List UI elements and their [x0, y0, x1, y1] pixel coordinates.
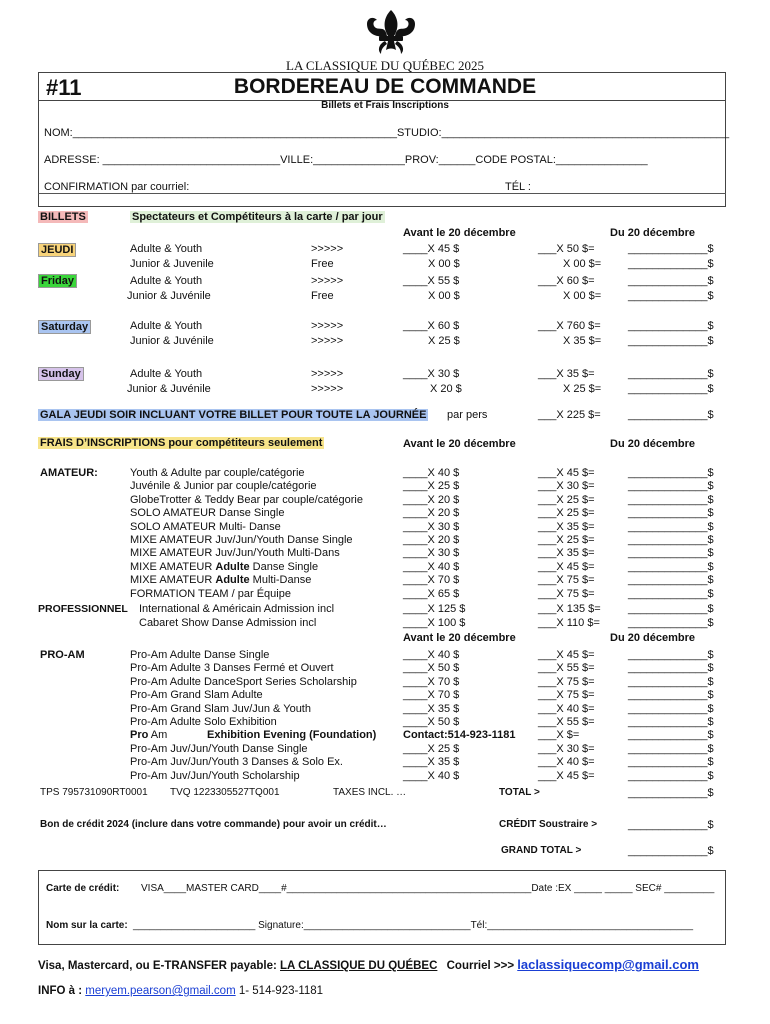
row-label [130, 561, 318, 573]
total-field[interactable]: _____________$ [628, 787, 714, 799]
qty-before[interactable]: ____X 40 $ [403, 769, 460, 782]
billets-heading: Spectateurs et Compétiteurs à la carte / par jour [132, 211, 383, 223]
qty-before[interactable]: X 00 $ [428, 258, 460, 270]
table-row [0, 756, 770, 770]
row-total[interactable]: _____________$ [628, 320, 714, 332]
gala-row [0, 409, 770, 423]
qty-after[interactable]: ___X 25 $= [538, 534, 595, 546]
qty-before[interactable]: ____X 70 $ [403, 574, 460, 587]
table-row [0, 320, 770, 334]
row-label: Junior & Juvénile [127, 290, 211, 302]
row-mid: >>>>> [311, 243, 344, 255]
row-total[interactable]: _____________$ [628, 675, 714, 688]
row-label: Junior & Juvenile [130, 258, 214, 270]
row-mid: >>>>> [311, 320, 344, 332]
page-title: BORDEREAU DE COMMANDE [233, 75, 537, 98]
gala-per: par pers [447, 409, 488, 421]
total-label: TOTAL > [499, 787, 540, 798]
row-mid: >>>>> [311, 383, 344, 395]
qty-before[interactable]: ____X 65 $ [403, 587, 460, 600]
payee-name: LA CLASSIQUE DU QUÉBEC [280, 960, 438, 972]
table-row [0, 521, 770, 535]
col-before: Avant le 20 décembre [403, 438, 516, 450]
qty-before[interactable]: X 25 $ [428, 335, 460, 347]
row-label: Junior & Juvénile [127, 383, 211, 395]
event-name: LA CLASSIQUE DU QUÉBEC 2025 [286, 58, 484, 73]
qty-before[interactable]: X 00 $ [428, 290, 460, 302]
table-row [0, 588, 770, 602]
label-part: Danse Single [249, 560, 319, 573]
table-row [0, 617, 770, 631]
col-before-2: Avant le 20 décembre [403, 632, 516, 644]
table-row [0, 603, 770, 617]
qty-after[interactable]: ___X 35 $= [538, 520, 595, 533]
row-mid: >>>>> [311, 368, 344, 380]
label-part: Am [148, 729, 208, 742]
day-saturday: Saturday [38, 320, 91, 334]
pay-text: Visa, Mastercard, ou E-TRANSFER payable: [38, 960, 277, 972]
col-before: Avant le 20 décembre [403, 227, 516, 239]
card-label: Carte de crédit: [46, 883, 120, 894]
qty-after[interactable]: ___X 40 $= [538, 702, 595, 715]
info-email-link[interactable]: meryem.pearson@gmail.com [85, 985, 236, 997]
divider [38, 193, 726, 194]
row-total[interactable]: _____________$ [628, 520, 714, 533]
taxes-note: TAXES INCL. … [333, 787, 407, 798]
info-phone: 1- 514-923-1181 [238, 985, 324, 997]
qty-after[interactable]: X 00 $= [563, 258, 602, 270]
table-row [0, 561, 770, 575]
row-label: Pro-Am Grand Slam Adulte [130, 689, 263, 702]
col-after-2: Du 20 décembre [610, 632, 695, 644]
qty-before[interactable]: ____X 45 $ [403, 243, 460, 255]
table-row [0, 290, 770, 304]
label-part: MIXE AMATEUR [130, 560, 216, 573]
fleur-de-lis-logo [363, 8, 419, 56]
qty-before[interactable]: ____X 100 $ [403, 617, 466, 629]
row-total[interactable]: _____________$ [628, 383, 714, 395]
qty-after[interactable]: ___X 30 $= [538, 742, 595, 755]
row-label: Youth & Adulte par couple/catégorie [130, 467, 305, 479]
row-total[interactable]: _____________$ [628, 547, 714, 560]
row-total[interactable]: _____________$ [628, 617, 714, 629]
row-label: MIXE AMATEUR Juv/Jun/Youth Danse Single [130, 534, 353, 546]
table-row [0, 547, 770, 561]
qty-after[interactable]: ___X 135 $= [538, 603, 601, 615]
row-total[interactable]: _____________$ [628, 587, 714, 600]
row-total[interactable]: _____________$ [628, 702, 714, 715]
row-total[interactable]: _____________$ [628, 467, 714, 479]
qty-after[interactable]: ___X 30 $= [538, 480, 595, 493]
qty-before[interactable]: ____X 25 $ [403, 742, 460, 755]
row-total[interactable]: _____________$ [628, 689, 714, 702]
gala-label: GALA JEUDI SOIR INCLUANT VOTRE BILLET POUR TOUTE LA JOURNÉE [40, 409, 427, 421]
table-row [0, 480, 770, 494]
label-part: MIXE AMATEUR [130, 574, 216, 587]
qty-after[interactable]: X 00 $= [563, 290, 602, 302]
row-mid: >>>>> [311, 335, 344, 347]
table-row [0, 676, 770, 690]
grand-total-label: GRAND TOTAL > [501, 845, 582, 856]
row-label: Adulte & Youth [130, 275, 203, 287]
qty-after[interactable]: ___X 55 $= [538, 662, 595, 675]
row-total[interactable]: _____________$ [628, 480, 714, 493]
row-label: International & Américain Admission incl [139, 603, 335, 615]
qty-before[interactable]: ____X 20 $ [403, 493, 460, 506]
qty-after[interactable]: ___X 45 $= [538, 467, 595, 479]
qty-after[interactable]: ___X 45 $= [538, 769, 595, 782]
table-row [0, 716, 770, 730]
table-row [0, 335, 770, 349]
row-label [130, 574, 311, 586]
day-friday: Friday [38, 274, 77, 288]
label-bold: Adulte [215, 574, 250, 587]
qty-after[interactable]: ___X 75 $= [538, 574, 595, 587]
qty-before[interactable]: ____X 70 $ [403, 675, 460, 688]
proam-label: PRO-AM [40, 649, 85, 661]
qty-after[interactable]: ___X 45 $= [538, 560, 595, 573]
card-name-field[interactable]: ______________________ Signature:______________________________Tél:_____________________________________ [133, 920, 694, 931]
row-label: GlobeTrotter & Teddy Bear par couple/catégorie [130, 493, 363, 506]
qty-before[interactable]: ____X 30 $ [403, 520, 460, 533]
table-row [0, 383, 770, 397]
row-label: Adulte & Youth [130, 320, 203, 332]
row-total[interactable]: _____________$ [628, 243, 714, 255]
qty-before[interactable]: ____X 20 $ [403, 534, 460, 546]
row-total[interactable]: _____________$ [628, 662, 714, 675]
row-label: SOLO AMATEUR Danse Single [130, 507, 285, 520]
qty-after[interactable]: ___X 35 $= [538, 547, 595, 560]
col-after: Du 20 décembre [610, 438, 695, 450]
qty-after[interactable]: ___X 25 $= [538, 493, 595, 506]
qty-after[interactable]: ___X $= [538, 729, 580, 742]
qty-before[interactable]: ____X 40 $ [403, 467, 460, 479]
form-number: #11 [46, 75, 82, 100]
qty-after[interactable]: ___X 75 $= [538, 689, 595, 702]
col-after: Du 20 décembre [610, 227, 695, 239]
row-total[interactable]: _____________$ [628, 409, 714, 421]
grand-total-field[interactable]: _____________$ [628, 845, 714, 857]
row-label: SOLO AMATEUR Multi- Danse [130, 520, 281, 533]
label-part: Multi-Danse [249, 574, 312, 587]
row-label: Pro-Am Juv/Jun/Youth Scholarship [130, 769, 300, 782]
credit-field[interactable]: _____________$ [628, 819, 714, 831]
row-total[interactable]: _____________$ [628, 507, 714, 520]
qty-after[interactable]: ___X 75 $= [538, 675, 595, 688]
day-jeudi: JEUDI [38, 243, 76, 257]
qty-before[interactable]: X 20 $ [430, 383, 462, 395]
qty-before[interactable]: ____X 25 $ [403, 480, 460, 493]
row-label: Pro-Am Adulte 3 Danses Fermé et Ouvert [130, 662, 334, 675]
table-row [0, 649, 770, 663]
table-row [0, 703, 770, 717]
qty-before[interactable]: ____X 30 $ [403, 547, 460, 560]
table-row [0, 689, 770, 703]
amateur-label: AMATEUR: [40, 467, 98, 479]
row-total[interactable]: _____________$ [628, 756, 714, 769]
row-label: Pro-Am Grand Slam Juv/Jun & Youth [130, 702, 311, 715]
row-total[interactable]: _____________$ [628, 335, 714, 347]
row-total[interactable]: _____________$ [628, 742, 714, 755]
qty-after[interactable]: ___X 75 $= [538, 587, 595, 600]
qty-after[interactable]: X 25 $= [563, 383, 602, 395]
courriel-label: Courriel >>> [446, 960, 515, 972]
qty-after[interactable]: X 35 $= [563, 335, 602, 347]
qty-after[interactable]: ___X 55 $= [538, 716, 595, 728]
row-total[interactable]: _____________$ [628, 275, 714, 287]
qty-after[interactable]: ___X 40 $= [538, 756, 595, 769]
table-row [0, 368, 770, 382]
row-label: Pro-Am Juv/Jun/Youth 3 Danses & Solo Ex. [130, 756, 343, 769]
table-row [0, 662, 770, 676]
table-row [0, 275, 770, 289]
info-line [38, 985, 323, 997]
table-row [0, 534, 770, 548]
payment-box [38, 870, 726, 945]
credit-note: Bon de crédit 2024 (inclure dans votre commande) pour avoir un crédit… [40, 819, 387, 830]
table-row [0, 467, 770, 481]
qty-after[interactable]: ___X 45 $= [538, 649, 595, 661]
row-label: Juvénile & Junior par couple/catégorie [130, 480, 317, 493]
qty-before[interactable]: ____X 35 $ [403, 756, 460, 769]
nom-studio-field[interactable]: NOM:_____________________________________________________STUDIO:_______________________________________________ [44, 127, 730, 139]
card-name-label: Nom sur la carte: [46, 920, 128, 931]
row-label: Pro-Am Juv/Jun/Youth Danse Single [130, 742, 308, 755]
tvq-number: TVQ 1223305527TQ001 [170, 787, 280, 798]
qty-before[interactable]: ____X 50 $ [403, 716, 460, 728]
table-row [0, 494, 770, 508]
qty-after[interactable]: ___X 110 $= [538, 617, 600, 629]
qty-before[interactable]: ____X 30 $ [403, 368, 460, 380]
qty-before[interactable]: ____X 35 $ [403, 702, 460, 715]
row-label [130, 729, 376, 741]
table-row [0, 243, 770, 257]
email-link[interactable]: laclassiquecomp@gmail.com [517, 957, 699, 972]
row-mid: >>>>> [311, 275, 344, 287]
card-number-field[interactable]: VISA____MASTER CARD____#____________________________________________Date :EX _____ _____ SEC# _________ [141, 883, 715, 894]
row-total[interactable]: _____________$ [628, 560, 714, 573]
page-subtitle: Billets et Frais Inscriptions [321, 100, 449, 111]
label-bold: Pro [130, 729, 149, 742]
row-label: Junior & Juvénile [130, 335, 214, 347]
qty-before[interactable]: ____X 50 $ [403, 662, 460, 675]
qty-before[interactable]: ____X 125 $ [403, 603, 466, 615]
table-row [0, 743, 770, 757]
table-row [0, 574, 770, 588]
confirmation-field[interactable]: CONFIRMATION par courriel: [44, 181, 190, 193]
table-row [0, 258, 770, 272]
qty-after[interactable]: ___X 60 $= [538, 275, 595, 287]
row-total[interactable]: _____________$ [628, 729, 714, 742]
row-total[interactable]: _____________$ [628, 368, 714, 380]
row-total[interactable]: _____________$ [628, 290, 714, 302]
label-bold: Adulte [215, 560, 250, 573]
row-total[interactable]: _____________$ [628, 574, 714, 587]
row-total[interactable]: _____________$ [628, 534, 714, 546]
row-label: Cabaret Show Danse Admission incl [139, 617, 317, 629]
billets-label: BILLETS [40, 211, 86, 223]
row-total[interactable]: _____________$ [628, 649, 714, 661]
row-total[interactable]: _____________$ [628, 493, 714, 506]
row-total[interactable]: _____________$ [628, 716, 714, 728]
qty-after[interactable]: ___X 25 $= [538, 507, 595, 520]
info-label: INFO à : [38, 985, 83, 997]
table-row [0, 770, 770, 784]
qty-after[interactable]: ___X 50 $= [538, 243, 595, 255]
qty-before[interactable]: ____X 20 $ [403, 507, 460, 520]
day-sunday: Sunday [38, 367, 84, 381]
row-label: Pro-Am Adulte DanceSport Series Scholarship [130, 675, 357, 688]
pro-label: PROFESSIONNEL [38, 603, 128, 615]
adresse-field[interactable]: ADRESSE: _____________________________VILLE:_______________PROV:______CODE POSTAL:_______________ [44, 154, 648, 166]
row-total[interactable]: _____________$ [628, 603, 714, 615]
row-label: FORMATION TEAM / par Équipe [130, 587, 291, 600]
tps-number: TPS 795731090RT0001 [40, 787, 148, 798]
qty-before[interactable]: ____X 40 $ [403, 560, 460, 573]
row-label: Adulte & Youth [130, 243, 203, 255]
qty-after[interactable]: ___X 760 $= [538, 320, 601, 332]
row-mid: Free [311, 258, 334, 270]
credit-label: CRÉDIT Soustraire > [499, 819, 598, 830]
row-total[interactable]: _____________$ [628, 258, 714, 270]
qty-before[interactable]: ____X 55 $ [403, 275, 460, 287]
table-row [0, 729, 770, 743]
row-total[interactable]: _____________$ [628, 769, 714, 782]
table-row [0, 507, 770, 521]
row-label: MIXE AMATEUR Juv/Jun/Youth Multi-Dans [130, 547, 340, 560]
row-label: Pro-Am Adulte Solo Exhibition [130, 716, 277, 728]
row-mid: Free [311, 290, 334, 302]
qty-before[interactable]: ____X 70 $ [403, 689, 460, 702]
qty-before[interactable]: Contact:514-923-1181 [403, 729, 516, 742]
payment-note [38, 957, 699, 972]
row-label: Pro-Am Adulte Danse Single [130, 649, 270, 661]
qty-after[interactable]: ___X 225 $= [538, 409, 601, 421]
tel-field[interactable]: TÉL : [505, 181, 531, 193]
qty-before[interactable]: ____X 40 $ [403, 649, 460, 661]
label-bold: Exhibition Evening (Foundation) [207, 729, 377, 742]
row-label: Adulte & Youth [130, 368, 203, 380]
frais-heading: FRAIS D’INSCRIPTIONS pour compétiteurs seulement [40, 437, 323, 449]
qty-before[interactable]: ____X 60 $ [403, 320, 460, 332]
qty-after[interactable]: ___X 35 $= [538, 368, 595, 380]
